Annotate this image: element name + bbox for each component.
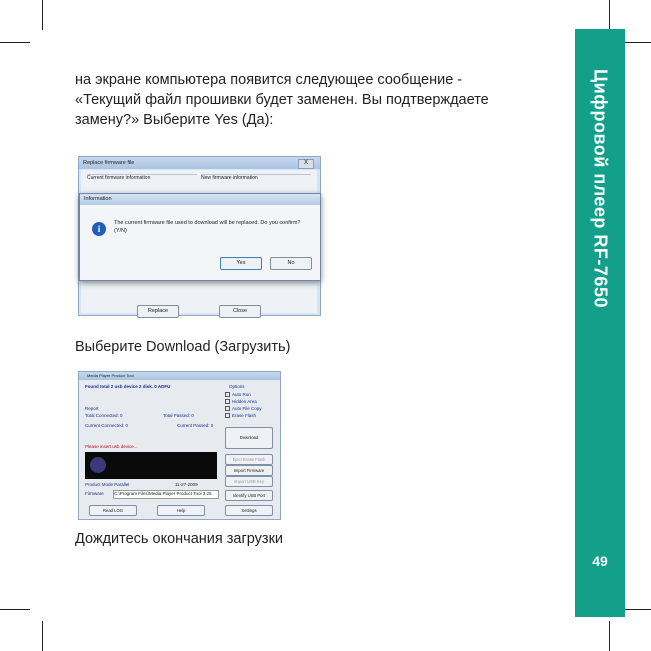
info-icon: i xyxy=(92,222,106,236)
new-firmware-group: New firmware information xyxy=(201,174,311,189)
info-title: Information xyxy=(80,194,320,205)
window-title: Media Player Product Tool xyxy=(79,372,280,380)
crop-mark xyxy=(609,621,610,651)
option-erase-flash[interactable]: Erase Flash xyxy=(225,413,256,418)
intro-paragraph: на экране компьютера появится следующее сообщение - «Текущий файл прошивки будет заменен. Вы подтверждаете замену?» Выберите Yes (Да): xyxy=(75,72,489,128)
crop-mark xyxy=(609,0,610,30)
checkbox-icon xyxy=(225,406,230,411)
download-button[interactable]: Download xyxy=(225,427,273,449)
insert-device-text: Please insert usb device... xyxy=(85,444,138,449)
close-button[interactable]: Close xyxy=(219,305,261,318)
eject-erase-flash-button[interactable]: Eject Erase Flash xyxy=(225,454,273,465)
firmware-label: Firmware xyxy=(85,491,104,496)
report-label: Report xyxy=(85,406,99,411)
download-instruction: Выберите Download (Загрузить) xyxy=(75,339,291,355)
product-tool-window xyxy=(78,371,281,520)
current-connected: Current Connected: 0 xyxy=(85,423,129,428)
replace-button[interactable]: Replace xyxy=(137,305,179,318)
crop-mark xyxy=(621,42,651,43)
close-icon[interactable]: X xyxy=(298,159,314,169)
total-passed: Total Passed: 0 xyxy=(163,413,194,418)
page-number: 49 xyxy=(592,553,608,569)
no-button[interactable]: No xyxy=(270,257,312,270)
wait-instruction: Дождитесь окончания загрузки xyxy=(75,531,284,547)
checkbox-icon xyxy=(225,399,230,404)
yes-button[interactable]: Yes xyxy=(220,257,262,270)
identify-usb-port-button[interactable]: Identify USB Port xyxy=(225,490,273,501)
option-hidden-area[interactable]: Hidden Area xyxy=(225,399,257,404)
dialog-title: Replace firmware file xyxy=(79,157,320,169)
info-message: The current firmware file used to download will be replaced. Do you confirm?(Y/N) xyxy=(114,220,301,234)
sidebar-title: Цифровой плеер RF-7650 xyxy=(590,69,611,308)
options-label: Options xyxy=(229,384,245,389)
product-mode-text: Product Mode Parallel xyxy=(85,482,130,487)
help-button[interactable]: Help xyxy=(157,505,205,516)
option-auto-file-copy[interactable]: Auto File Copy xyxy=(225,406,262,411)
current-passed: Current Passed: 0 xyxy=(177,423,214,428)
checkbox-icon xyxy=(225,392,230,397)
total-connected: Total Connected: 0 xyxy=(85,413,123,418)
date-text: 11-27-2009 xyxy=(175,482,198,487)
firmware-path-field[interactable]: C:\Program Files\Media Player Product Tool 3.25 xyxy=(113,490,219,499)
crop-mark xyxy=(621,609,651,610)
device-display xyxy=(85,452,217,479)
current-firmware-group: Current firmware information xyxy=(87,174,197,189)
settings-button[interactable]: Settings xyxy=(225,505,273,516)
found-devices-text: Found total 2 usb device 2 disk. 0 ADFU xyxy=(85,384,171,389)
information-dialog xyxy=(79,193,321,281)
option-auto-run[interactable]: Auto Run xyxy=(225,392,251,397)
import-usb-key-button[interactable]: Import USB Key xyxy=(225,476,273,487)
crop-mark xyxy=(42,0,43,30)
crop-mark xyxy=(0,609,30,610)
device-indicator xyxy=(90,457,106,473)
import-firmware-button[interactable]: Import Firmware xyxy=(225,465,273,476)
crop-mark xyxy=(0,42,30,43)
crop-mark xyxy=(42,621,43,651)
read-log-button[interactable]: Read LOG xyxy=(89,505,137,516)
checkbox-icon xyxy=(225,413,230,418)
